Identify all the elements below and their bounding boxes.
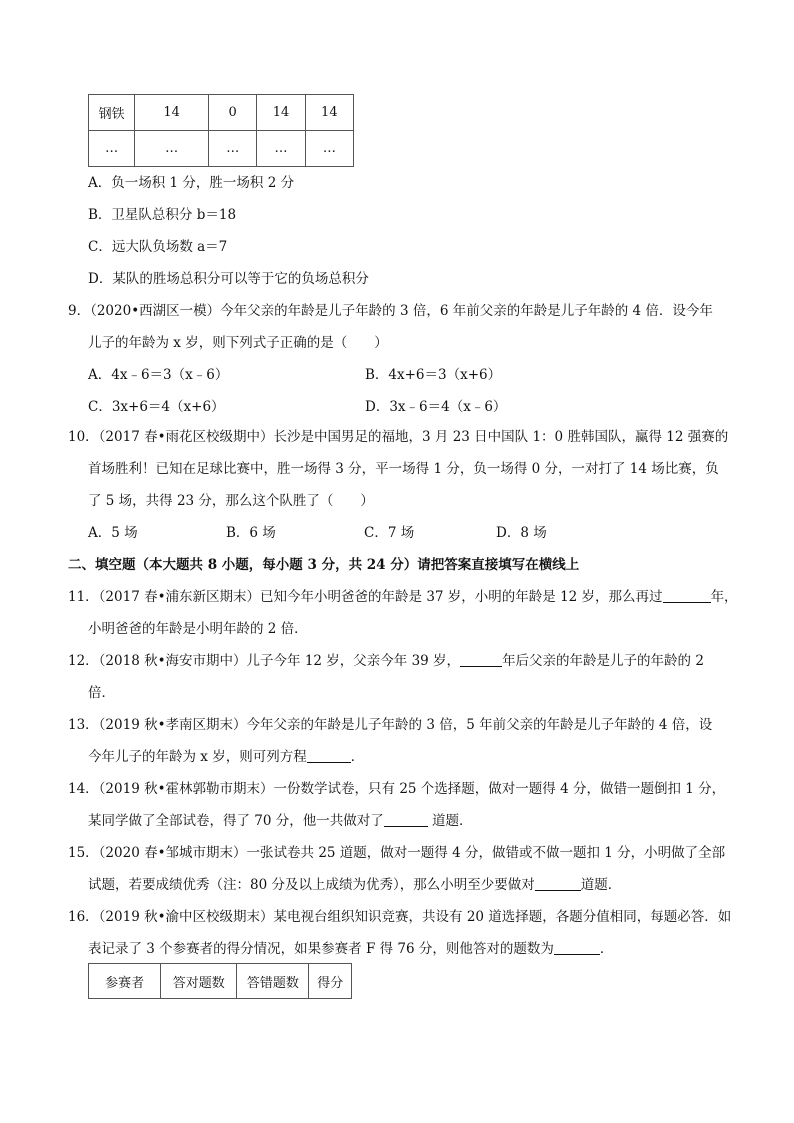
table-cell: … xyxy=(135,131,209,167)
q10-stem-line1: 10．（2017 春•雨花区校级期中）长沙是中国男足的福地，3 月 23 日中国队 1：0 胜韩国队，赢得 12 强赛的 xyxy=(68,429,729,445)
table-header-cell: 答错题数 xyxy=(237,964,309,999)
q16-text-end: ． xyxy=(599,941,614,957)
table-cell: … xyxy=(257,131,305,167)
q12-text: 12．（2018 秋•海安市期中）儿子今年 12 岁，父亲今年 39 岁， xyxy=(68,653,461,669)
table-cell: 0 xyxy=(209,95,257,131)
q15-stem-line1: 15．（2020 春•邹城市期末）一张试卷共 25 道题，做对一题得 4 分，做错或不做一题扣 1 分，小明做了全部 xyxy=(68,845,726,861)
q12-stem-line2: 倍． xyxy=(88,685,115,701)
q16-stem-line1: 16．（2019 秋•渝中区校级期末）某电视台组织知识竞赛，共设有 20 道选择题，各题分值相同，每题必答．如 xyxy=(68,909,732,925)
table-cell: … xyxy=(305,131,353,167)
table-header-cell: 参赛者 xyxy=(89,964,161,999)
q10-stem-line2: 首场胜利！已知在足球比赛中，胜一场得 3 分，平一场得 1 分，负一场得 0 分，一对打了 14 场比赛，负 xyxy=(88,461,719,477)
q11-text: 11．（2017 春•浦东新区期末）已知今年小明爸爸的年龄是 37 岁，小明的年龄是 12 岁，那么再过 xyxy=(68,589,663,605)
contestant-table xyxy=(88,963,352,999)
q15-text: 试题，若要成绩优秀（注：80 分及以上成绩为优秀），那么小明至少要做对 xyxy=(88,877,535,893)
q9-option-b: B．4x+6＝3（x+6） xyxy=(365,367,502,383)
q9-stem-line1: 9．（2020•西湖区一模）今年父亲的年龄是儿子年龄的 3 倍，6 年前父亲的年龄是儿子年龄的 4 倍．设今年 xyxy=(68,303,713,319)
answer-blank[interactable] xyxy=(384,812,428,827)
answer-blank[interactable] xyxy=(663,588,711,603)
q9-option-c: C．3x+6＝4（x+6） xyxy=(88,399,225,415)
table-cell: … xyxy=(89,131,135,167)
q14-text: 某同学做了全部试卷，得了 70 分，他一共做对了 xyxy=(88,813,384,829)
q16-text: 表记录了 3 个参赛者的得分情况，如果参赛者 F 得 76 分，则他答对的题数为 xyxy=(88,941,554,957)
table-header-cell: 答对题数 xyxy=(161,964,237,999)
q10-option-d: D．8 场 xyxy=(496,525,547,541)
q8-option-a: A．负一场积 1 分，胜一场积 2 分 xyxy=(88,175,295,191)
score-table-fragment xyxy=(88,94,354,167)
q14-stem-line2 xyxy=(88,811,473,831)
section-heading: 二、填空题（本大题共 8 小题，每小题 3 分，共 24 分）请把答案直接填写在横线上 xyxy=(68,557,580,573)
q11-text-end: 年， xyxy=(710,589,738,605)
answer-blank[interactable] xyxy=(535,876,581,891)
table-row xyxy=(89,95,354,131)
q14-text-end: 道题． xyxy=(427,813,473,829)
q12-text-end: 年后父亲的年龄是儿子的年龄的 2 xyxy=(502,653,704,669)
answer-blank[interactable] xyxy=(554,940,600,955)
q12-stem-line1 xyxy=(68,651,704,671)
q9-stem-line2: 儿子的年龄为 x 岁，则下列式子正确的是（ ） xyxy=(88,335,388,351)
table-header-row xyxy=(89,964,352,999)
answer-blank[interactable] xyxy=(460,652,502,667)
q8-option-c: C．远大队负场数 a＝7 xyxy=(88,239,228,255)
q16-stem-line2 xyxy=(88,939,613,959)
table-cell: 钢铁 xyxy=(89,95,135,131)
q13-text: 今年儿子的年龄为 x 岁，则可列方程 xyxy=(88,749,307,765)
table-cell: 14 xyxy=(305,95,353,131)
q13-text-end: ． xyxy=(350,749,365,765)
q14-stem-line1: 14．（2019 秋•霍林郭勒市期末）一份数学试卷，只有 25 个选择题，做对一题得 4 分，做错一题倒扣 1 分， xyxy=(68,781,726,797)
q10-option-c: C．7 场 xyxy=(364,525,415,541)
q15-stem-line2 xyxy=(88,875,621,895)
q10-option-b: B．6 场 xyxy=(226,525,276,541)
answer-blank[interactable] xyxy=(307,748,351,763)
table-cell: … xyxy=(209,131,257,167)
q9-option-d: D．3x﹣6＝4（x﹣6） xyxy=(365,399,507,415)
q11-stem-line2: 小明爸爸的年龄是小明年龄的 2 倍． xyxy=(88,621,308,637)
q15-text-end: 道题． xyxy=(580,877,622,893)
q8-option-b: B．卫星队总积分 b＝18 xyxy=(88,207,237,223)
q8-option-d: D．某队的胜场总积分可以等于它的负场总积分 xyxy=(88,271,369,287)
table-header-cell: 得分 xyxy=(309,964,352,999)
q13-stem-line2 xyxy=(88,747,364,767)
table-row xyxy=(89,131,354,167)
q11-stem-line1 xyxy=(68,587,738,607)
q10-stem-line3: 了 5 场，共得 23 分，那么这个队胜了（ ） xyxy=(88,493,374,509)
q10-option-a: A．5 场 xyxy=(88,525,138,541)
table-cell: 14 xyxy=(135,95,209,131)
table-cell: 14 xyxy=(257,95,305,131)
q13-stem-line1: 13．（2019 秋•孝南区期末）今年父亲的年龄是儿子年龄的 3 倍，5 年前父亲的年龄是儿子年龄的 4 倍，设 xyxy=(68,717,713,733)
q9-option-a: A．4x﹣6＝3（x﹣6） xyxy=(88,367,229,383)
